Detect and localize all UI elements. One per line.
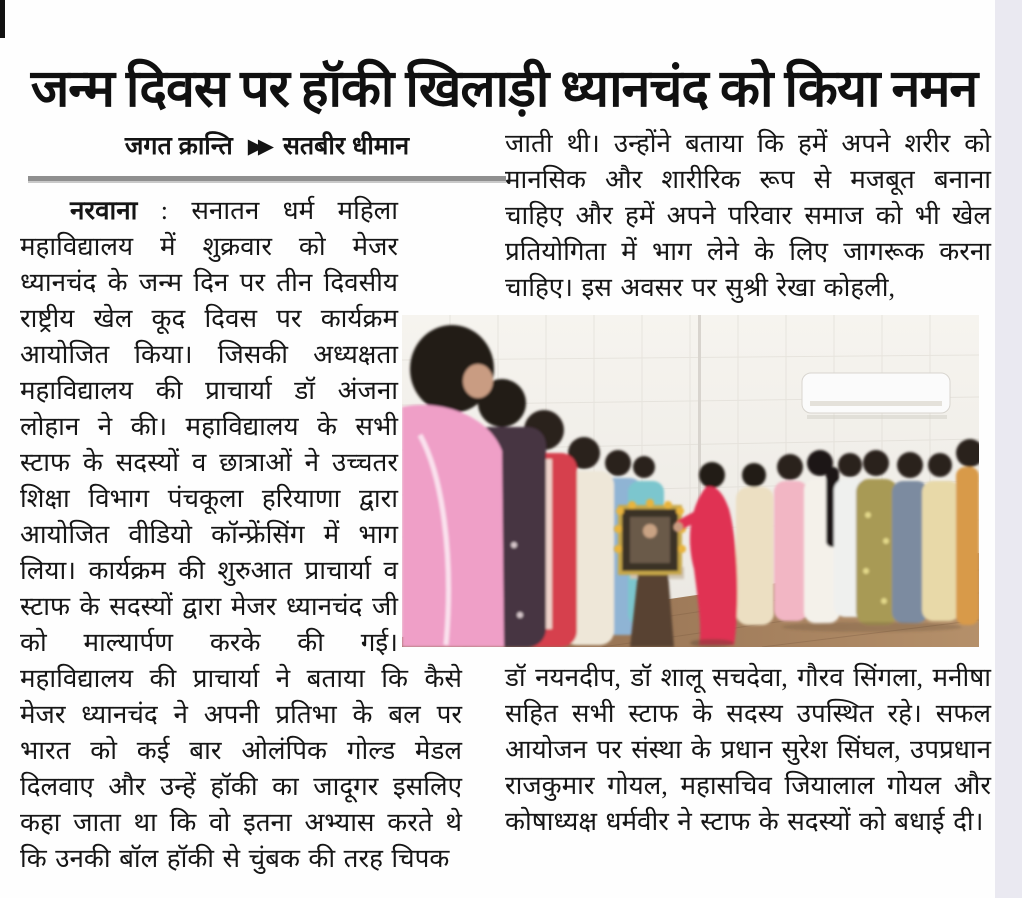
right-column-bottom [505, 660, 991, 840]
continuation-paragraph-top: जाती थी। उन्होंने बताया कि हमें अपने शरीर को मानसिक और शारीरिक रूप से मजबूत बनाना चाहिए और हमें अपने परिवार समाज को भी खेल प्रतियोगिता में भाग लेने के लिए जागरूक करना चाहिए। इस अवसर पर सुश्री रेखा कोहली, [505, 129, 991, 302]
article-photo [402, 315, 979, 647]
reporter-name: सतबीर धीमान [282, 132, 410, 160]
photo-illustration [402, 315, 979, 647]
left-column [20, 193, 462, 877]
publication-name: जगत क्रान्ति [124, 132, 233, 160]
right-column-top [505, 126, 991, 306]
dateline: नरवाना [70, 196, 138, 225]
lead-text: सनातन धर्म महिला महाविद्यालय में शुक्रवार को मेजर ध्यानचंद के जन्म दिन पर तीन दिवसीय राष्ट्रीय खेल कूद दिवस पर कार्यक्रम आयोजित किया। जिसकी अध्यक्षता महाविद्यालय की प्राचार्या डॉ अंजना लोहान ने की। महाविद्यालय के सभी स्टाफ के सदस्यों व छात्राओं ने उच्चतर शिक्षा विभाग पंचकूला हरियाणा द्वारा आयोजित वीडियो कॉन्फ्रेंसिंग में भाग लिया। कार्यक्रम की शुरुआत प्राचार्या व स्टाफ के सदस्यों द्वारा मेजर ध्यानचंद जी को माल्यार्पण करके की गई। महाविद्यालय की प्राचार्या ने बताया कि कैसे मेजर ध्यानचंद ने अपनी प्रतिभा के बल पर भारत को कई बार ओलंपिक गोल्ड मेडल दिलवाए और उन्हें हॉकी का जादूगर इसलिए कहा जाता था कि वो इतना अभ्यास करते थे कि उनकी बॉल हॉकी से चुंबक की तरह चिपक [20, 196, 462, 873]
lead-paragraph [20, 193, 462, 877]
byline [28, 128, 506, 162]
ac-unit [802, 373, 950, 419]
continuation-paragraph-bottom: डॉ नयनदीप, डॉ शालू सचदेवा, गौरव सिंगला, मनीषा सहित सभी स्टाफ के सदस्य उपस्थित रहे। सफल आयोजन पर संस्था के प्रधान सुरेश सिंघल, उपप्रधान राजकुमार गोयल, महासचिव जियालाल गोयल और कोषाध्यक्ष धर्मवीर ने स्टाफ के सदस्यों को बधाई दी। [505, 663, 991, 836]
fast-forward-icon: ▶▶ [247, 135, 268, 158]
byline-block [28, 128, 506, 183]
article-headline: जन्म दिवस पर हॉकी खिलाड़ी ध्यानचंद को किया नमन [30, 60, 978, 118]
page-edge-strip [995, 0, 1022, 898]
dateline-separator: : [137, 196, 192, 225]
byline-divider [28, 176, 506, 183]
scan-edge-mark [0, 0, 5, 38]
